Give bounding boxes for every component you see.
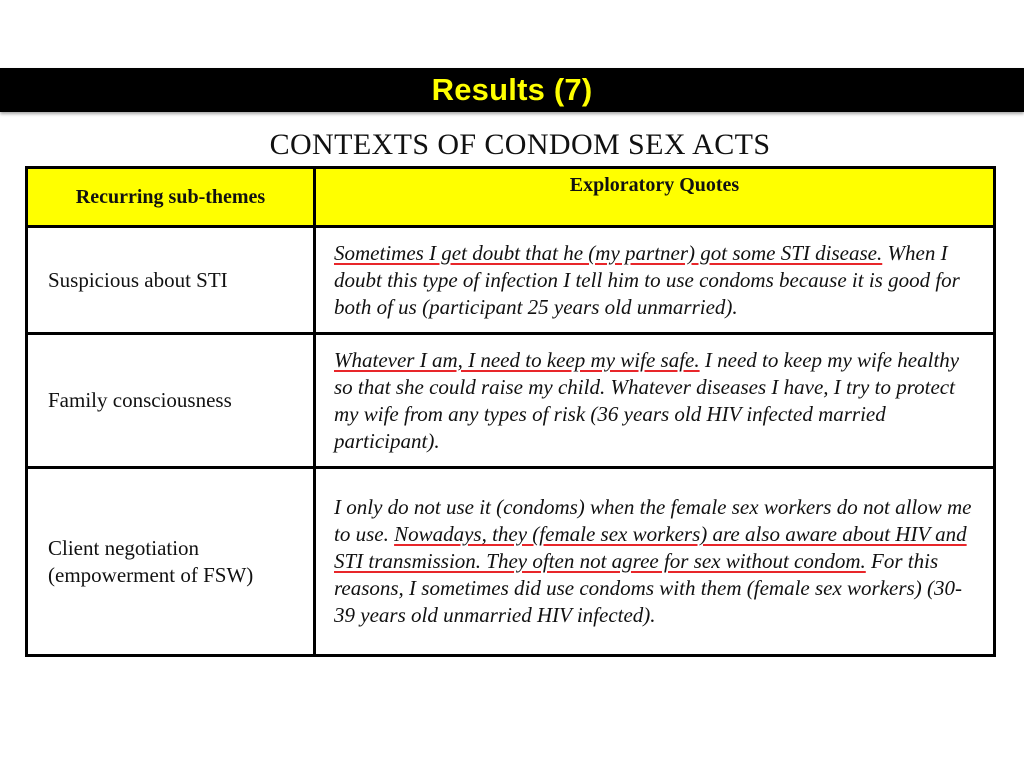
quote-text-lead: I only do not use it (condoms) when the female sex workers do not allow me to use.	[334, 495, 972, 546]
title-bar	[0, 68, 1024, 112]
subtheme-label: Suspicious about STI	[48, 267, 228, 292]
header-quotes: Exploratory Quotes	[315, 168, 995, 227]
quote-cell	[315, 468, 995, 656]
quote-underlined: Whatever I am, I need to keep my wife safe.	[334, 347, 700, 372]
slide-title: Results (7)	[431, 72, 593, 107]
quote-text: When I doubt this type of infection I tell him to use condoms because it is good for both of us (participant 25 years old unmarried).	[334, 240, 960, 319]
quote-text: I need to keep my wife healthy so that she could raise my child. Whatever diseases I have, I try to protect my wife from any types of risk (36 years old HIV infected married participant).	[334, 347, 960, 453]
header-subthemes: Recurring sub-themes	[27, 168, 315, 227]
quote-underlined: Nowadays, they (female sex workers) are also aware about HIV and STI transmission. They often not agree for sex without condom.	[334, 522, 967, 573]
table-row	[27, 334, 995, 468]
subtheme-cell	[27, 468, 315, 656]
quote-text: For this reasons, I sometimes did use condoms with them (female sex workers) (30-39 years old unmarried HIV infected).	[334, 549, 962, 627]
table-row	[27, 468, 995, 656]
table-header-row	[27, 168, 995, 227]
subtheme-label: Client negotiation (empowerment of FSW)	[48, 535, 254, 587]
subtheme-label: Family consciousness	[48, 388, 232, 412]
table-row	[27, 227, 995, 334]
quotes-table	[25, 166, 996, 657]
subtheme-cell	[27, 227, 315, 334]
quote-cell	[315, 227, 995, 334]
quote-underlined: Sometimes I get doubt that he (my partner) got some STI disease.	[334, 240, 883, 265]
subtheme-cell	[27, 334, 315, 468]
table-heading: CONTEXTS OF CONDOM SEX ACTS	[269, 128, 771, 161]
quote-cell	[315, 334, 995, 468]
